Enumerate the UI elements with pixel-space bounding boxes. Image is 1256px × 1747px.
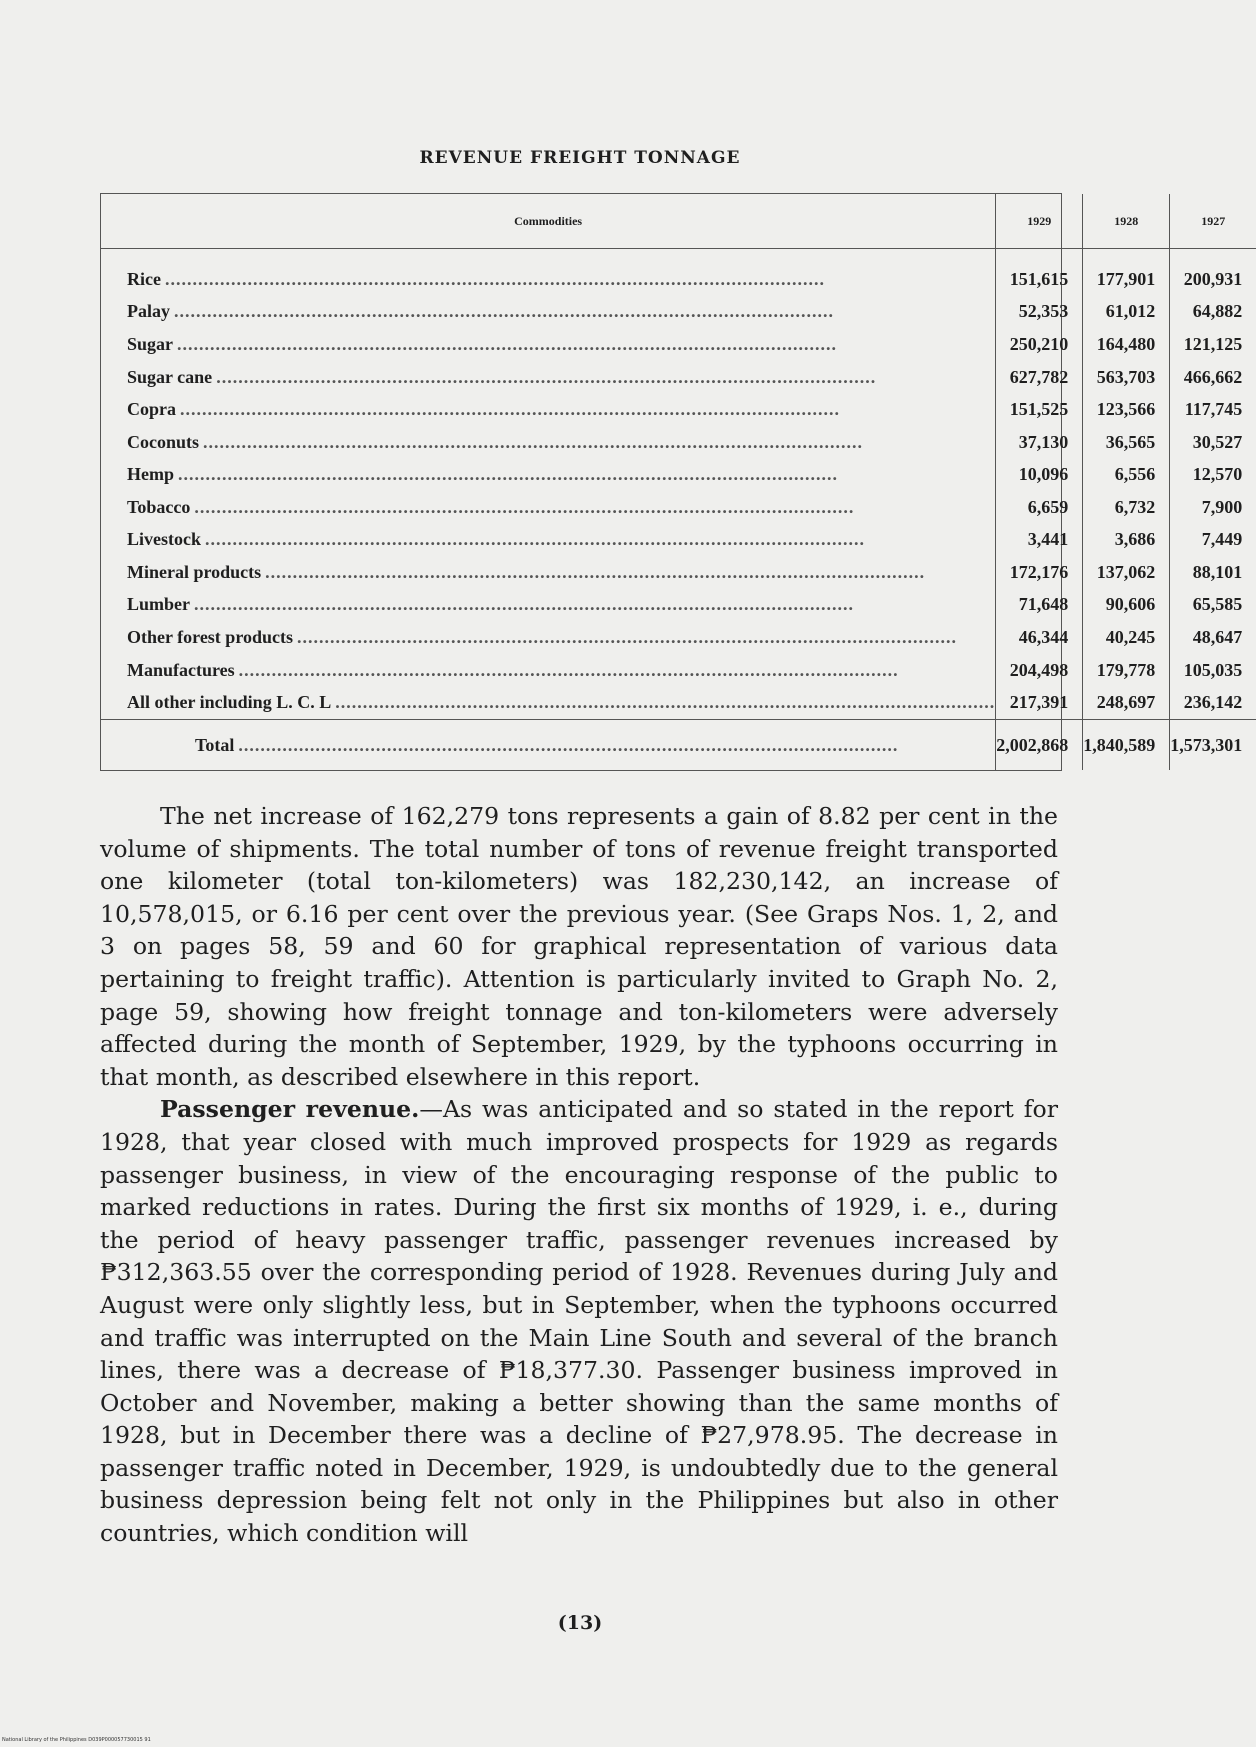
value-1928: 40,245 <box>1083 621 1170 654</box>
table-row <box>101 654 1256 687</box>
commodity-cell <box>101 556 996 589</box>
leader-dots: ........................................................................................................................ <box>203 431 864 452</box>
page-number: (13) <box>557 1612 603 1634</box>
value-1928: 248,697 <box>1083 686 1170 719</box>
value-1928: 123,566 <box>1083 393 1170 426</box>
commodity-cell <box>101 686 996 719</box>
table-title: REVENUE FREIGHT TONNAGE <box>419 148 741 168</box>
leader-dots: ........................................................................................................................ <box>335 692 996 713</box>
leader-dots: ........................................................................................................................ <box>174 301 834 322</box>
leader-dots: ........................................................................................................................ <box>177 334 838 355</box>
leader-dots: ........................................................................................................................ <box>216 366 877 387</box>
value-1927: 65,585 <box>1170 589 1256 622</box>
value-1927: 30,527 <box>1170 426 1256 459</box>
commodity-name: Copra <box>127 399 180 419</box>
value-1927: 466,662 <box>1170 361 1256 394</box>
commodity-name: Other forest products <box>127 627 297 647</box>
leader-dots: ........................................................................................................................ <box>180 399 840 420</box>
value-1929: 6,659 <box>996 491 1083 524</box>
value-1927: 48,647 <box>1170 621 1256 654</box>
table-row <box>101 621 1256 654</box>
value-1929: 204,498 <box>996 654 1083 687</box>
commodity-name: Tobacco <box>127 497 194 517</box>
commodity-name: Coconuts <box>127 432 203 452</box>
value-1929: 151,525 <box>996 393 1083 426</box>
header-1927: 1927 <box>1170 194 1256 249</box>
header-1929: 1929 <box>996 194 1083 249</box>
total-1927: 1,573,301 <box>1170 720 1256 771</box>
total-1929: 2,002,868 <box>996 720 1083 771</box>
leader-dots: ........................................................................................................................ <box>194 594 854 615</box>
value-1928: 177,901 <box>1083 249 1170 296</box>
commodity-name: Sugar <box>127 334 177 354</box>
commodity-name: All other including L. C. L <box>127 692 335 712</box>
commodity-name: Palay <box>127 301 174 321</box>
table-row <box>101 296 1256 329</box>
passenger-revenue-heading: Passenger revenue. <box>160 1095 420 1124</box>
commodity-name: Sugar cane <box>127 367 216 387</box>
leader-dots: ........................................................................................................................ <box>194 496 855 517</box>
table-row <box>101 491 1256 524</box>
table-row <box>101 686 1256 719</box>
value-1927: 7,900 <box>1170 491 1256 524</box>
total-1928: 1,840,589 <box>1083 720 1170 771</box>
value-1929: 37,130 <box>996 426 1083 459</box>
commodity-cell <box>101 426 996 459</box>
leader-dots: ........................................................................................................................ <box>297 626 957 647</box>
table-row <box>101 458 1256 491</box>
freight-tonnage-table <box>101 194 1256 770</box>
commodity-cell <box>101 249 996 296</box>
value-1929: 217,391 <box>996 686 1083 719</box>
value-1929: 151,615 <box>996 249 1083 296</box>
leader-dots: ........................................................................................................................ <box>205 529 865 550</box>
commodity-name: Livestock <box>127 529 205 549</box>
value-1928: 3,686 <box>1083 524 1170 557</box>
value-1928: 164,480 <box>1083 328 1170 361</box>
commodity-cell <box>101 296 996 329</box>
value-1929: 250,210 <box>996 328 1083 361</box>
header-1928: 1928 <box>1083 194 1170 249</box>
value-1927: 121,125 <box>1170 328 1256 361</box>
commodity-name: Mineral products <box>127 562 265 582</box>
table-row <box>101 328 1256 361</box>
value-1928: 6,732 <box>1083 491 1170 524</box>
table-body <box>101 249 1256 720</box>
commodity-name: Lumber <box>127 594 194 614</box>
table-row <box>101 524 1256 557</box>
value-1927: 236,142 <box>1170 686 1256 719</box>
value-1927: 7,449 <box>1170 524 1256 557</box>
leader-dots: ........................................................................................................................ <box>238 659 899 680</box>
total-label: Total <box>195 735 238 755</box>
value-1927: 117,745 <box>1170 393 1256 426</box>
value-1929: 3,441 <box>996 524 1083 557</box>
table-row <box>101 361 1256 394</box>
value-1927: 88,101 <box>1170 556 1256 589</box>
body-text <box>100 800 1058 1550</box>
leader-dots: ........................................................................................................................ <box>265 561 926 582</box>
commodity-cell <box>101 621 996 654</box>
value-1928: 179,778 <box>1083 654 1170 687</box>
value-1927: 105,035 <box>1170 654 1256 687</box>
value-1929: 71,648 <box>996 589 1083 622</box>
value-1928: 6,556 <box>1083 458 1170 491</box>
archive-footer-note: National Library of the Philippines D039P000057730015 91 <box>2 1737 151 1743</box>
paragraph-passenger-revenue <box>100 1093 1058 1549</box>
passenger-revenue-text: —As was anticipated and so stated in the report for 1928, that year closed with much improved prospects for 1929 as regards passenger business, in view of the encouraging response of the public to marked reductions in rates. During the first six months of 1929, i. e., during the period of heavy passenger traffic, passenger revenues increased by ₱312,363.55 over the corresponding period of 1928. Revenues during July and August were only slightly less, but in September, when the typhoons occurred and traffic was interrupted on the Main Line South and several of the branch lines, there was a decrease of ₱18,377.30. Passenger business improved in October and November, making a better showing than the same months of 1928, but in December there was a decline of ₱27,978.95. The decrease in passenger traffic noted in December, 1929, is undoubtedly due to the general business depression being felt not only in the Philippines but also in other countries, which condition will <box>100 1095 1058 1548</box>
value-1928: 137,062 <box>1083 556 1170 589</box>
commodity-name: Rice <box>127 269 165 289</box>
table-row <box>101 249 1256 296</box>
value-1929: 52,353 <box>996 296 1083 329</box>
table-row <box>101 589 1256 622</box>
paragraph-freight-increase: The net increase of 162,279 tons represents a gain of 8.82 per cent in the volume of shipments. The total number of tons of revenue freight transported one kilometer (total ton-kilometers) was 182,230,142, an increase of 10,578,015, or 6.16 per cent over the previous year. (See Graps Nos. 1, 2, and 3 on pages 58, 59 and 60 for graphical representation of various data pertaining to freight traffic). Attention is particularly invited to Graph No. 2, page 59, showing how freight tonnage and ton-kilometers were adversely affected during the month of September, 1929, by the typhoons occurring in that month, as described elsewhere in this report. <box>100 802 1058 1091</box>
value-1928: 36,565 <box>1083 426 1170 459</box>
total-label-cell <box>101 720 996 771</box>
value-1928: 563,703 <box>1083 361 1170 394</box>
leader-dots: ........................................................................................................................ <box>164 268 825 289</box>
commodity-cell <box>101 654 996 687</box>
table-total-row <box>101 720 1256 771</box>
value-1927: 200,931 <box>1170 249 1256 296</box>
commodity-cell <box>101 328 996 361</box>
commodity-cell <box>101 361 996 394</box>
commodity-cell <box>101 393 996 426</box>
table-row <box>101 393 1256 426</box>
header-commodities: Commodities <box>101 194 996 249</box>
commodity-name: Hemp <box>127 464 178 484</box>
freight-table-frame <box>100 193 1243 771</box>
value-1927: 12,570 <box>1170 458 1256 491</box>
commodity-cell <box>101 458 996 491</box>
table-header-row <box>101 194 1256 249</box>
table-row <box>101 556 1256 589</box>
leader-dots: ........................................................................................................................ <box>238 734 899 755</box>
commodity-cell <box>101 589 996 622</box>
value-1927: 64,882 <box>1170 296 1256 329</box>
commodity-name: Manufactures <box>127 660 239 680</box>
commodity-cell <box>101 491 996 524</box>
leader-dots: ........................................................................................................................ <box>178 464 838 485</box>
value-1928: 61,012 <box>1083 296 1170 329</box>
value-1929: 172,176 <box>996 556 1083 589</box>
value-1929: 10,096 <box>996 458 1083 491</box>
value-1929: 627,782 <box>996 361 1083 394</box>
value-1929: 46,344 <box>996 621 1083 654</box>
table-row <box>101 426 1256 459</box>
value-1928: 90,606 <box>1083 589 1170 622</box>
commodity-cell <box>101 524 996 557</box>
